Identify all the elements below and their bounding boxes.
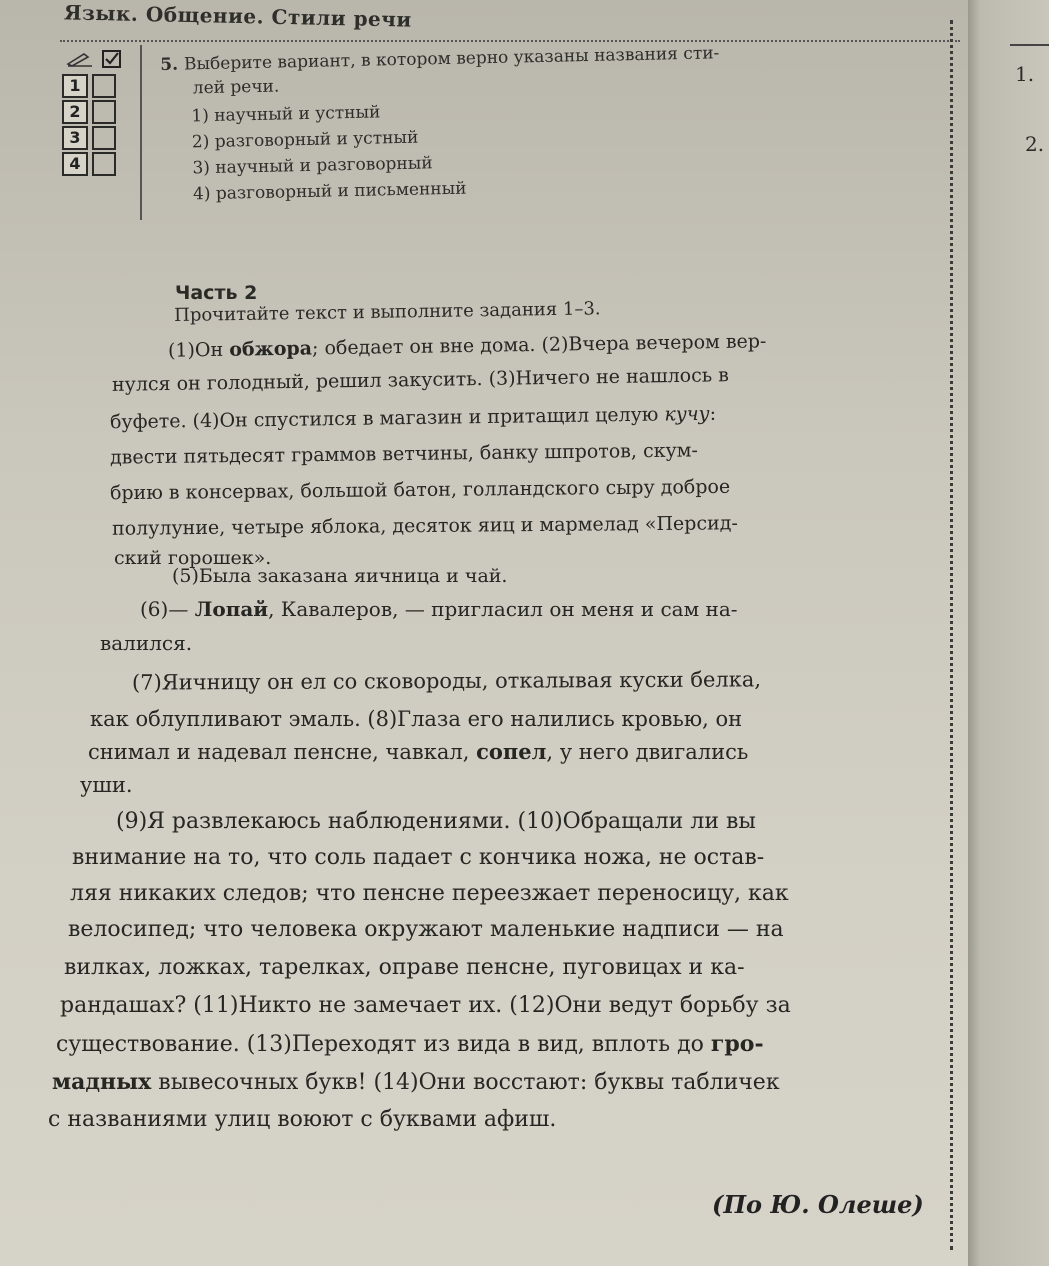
text-line: брию в консервах, большой батон, голландского сыру доброе (109, 475, 731, 505)
text-line: (6)— Лопай, Кавалеров, — пригласил он меня и сам на- (140, 597, 738, 621)
question-text-cont: лей речи. (192, 76, 280, 99)
text-line: мадных вывесочных букв! (14)Они восстают: буквы табличек (52, 1069, 780, 1095)
pen-icon (66, 50, 94, 68)
page-header: Язык. Общение. Стили речи (63, 0, 413, 32)
margin-cut-line (950, 20, 953, 1250)
answer-checkbox[interactable] (92, 100, 116, 124)
text-line: внимание на то, что соль падает с кончика ножа, не остав- (72, 845, 765, 870)
answer-number: 3 (62, 126, 88, 150)
text-line: нулся он голодный, решил закусить. (3)Ничего не нашлось в (111, 364, 730, 396)
text-line: рандашах? (11)Никто не замечает их. (12)Они ведут борьбу за (60, 993, 791, 1018)
text-line: (5)Была заказана яичница и чай. (172, 565, 508, 587)
text-line: вилках, ложках, тарелках, оправе пенсне, пуговицах и ка- (64, 955, 745, 980)
text-line: буфете. (4)Он спустился в магазин и притащил целую кучу: (109, 402, 717, 434)
answer-checkbox[interactable] (92, 74, 116, 98)
text-line: полулуние, четыре яблока, десяток яиц и мармелад «Персид- (111, 512, 738, 540)
next-page-number-1: 1. (1015, 62, 1035, 86)
next-page-number-2: 2. (1025, 132, 1045, 156)
option-3: 3) научный и разговорный (192, 153, 433, 179)
text-line: как облупливают эмаль. (8)Глаза его налились кровью, он (90, 707, 743, 731)
instruction: Прочитайте текст и выполните задания 1–3. (174, 298, 601, 326)
text-line: двести пятьдесят граммов ветчины, банку шпротов, скум- (109, 439, 699, 469)
question-text: Выберите вариант, в котором верно указаны названия сти- (183, 43, 720, 75)
option-4: 4) разговорный и письменный (192, 178, 467, 205)
text-line: (1)Он обжора; обедает он вне дома. (2)Вчера вечером вер- (167, 330, 767, 362)
question-number: 5. (160, 54, 179, 75)
question-side-rule (140, 45, 142, 220)
text-line: снимал и надевал пенсне, чавкал, сопел, у него двигались (88, 739, 749, 764)
text-line: с названиями улиц воюют с буквами афиш. (48, 1107, 557, 1132)
option-2: 2) разговорный и устный (191, 127, 419, 153)
text-line: уши. (80, 773, 133, 797)
text-line: (9)Я развлекаюсь наблюдениями. (10)Обращали ли вы (116, 809, 756, 834)
text-line: ляя никаких следов; что пенсне переезжает переносицу, как (70, 881, 789, 906)
next-page-rule (1010, 44, 1049, 46)
option-1: 1) научный и устный (191, 102, 381, 127)
author-attribution: (По Ю. Олеше) (712, 1190, 924, 1219)
text-line: (7)Яичницу он ел со сковороды, откалывая куски белка, (131, 667, 762, 695)
answer-number: 4 (62, 152, 88, 176)
text-line: существование. (13)Переходят из вида в вид, вплоть до гро- (56, 1031, 764, 1057)
answer-checkbox[interactable] (92, 152, 116, 176)
text-line: ский горошек». (114, 547, 272, 569)
answer-number: 2 (62, 100, 88, 124)
answer-number: 1 (62, 74, 88, 98)
checkbox-check-icon (102, 50, 122, 68)
text-line: велосипед; что человека окружают маленькие надписи — на (68, 917, 784, 942)
question-5 (160, 35, 883, 208)
text-line: валился. (100, 631, 193, 655)
next-page-edge (968, 0, 1049, 1266)
part-title: Часть 2 (175, 282, 258, 304)
answer-checkbox[interactable] (92, 126, 116, 150)
